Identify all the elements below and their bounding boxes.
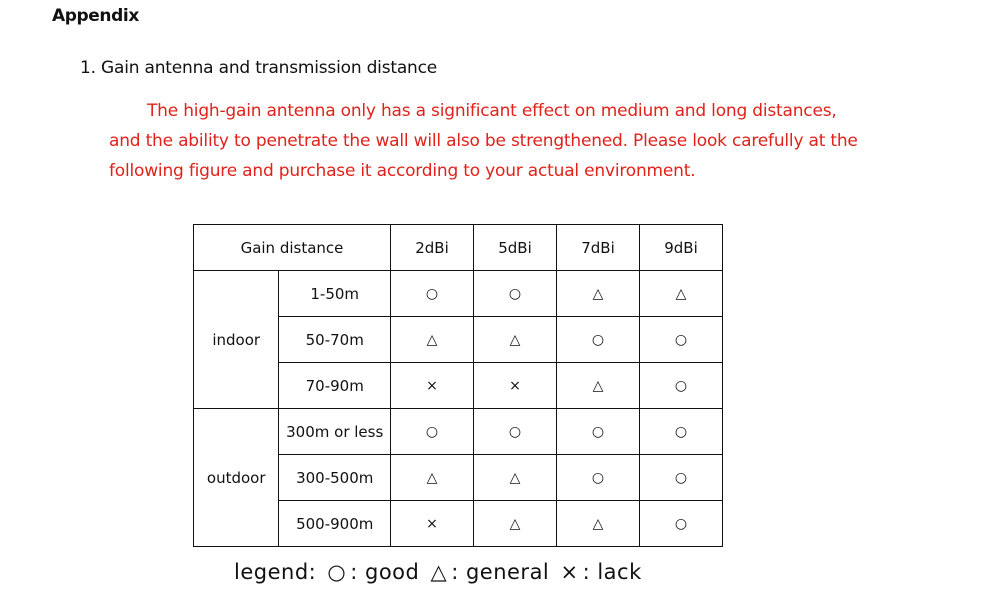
legend-lack-text: : lack bbox=[582, 560, 642, 584]
table-header-row bbox=[194, 225, 723, 271]
group-label-cell: outdoor bbox=[194, 409, 279, 547]
lack-symbol-icon: × bbox=[560, 560, 579, 584]
corner-header-cell: Gain distance bbox=[194, 225, 391, 271]
page-heading: Appendix bbox=[52, 6, 139, 26]
rating-cell: ○ bbox=[474, 271, 557, 317]
rating-cell: × bbox=[474, 363, 557, 409]
good-symbol-icon: ○ bbox=[327, 560, 347, 584]
rating-cell: △ bbox=[557, 363, 640, 409]
range-cell: 70-90m bbox=[279, 363, 391, 409]
column-header: 2dBi bbox=[391, 225, 474, 271]
rating-cell: △ bbox=[640, 271, 723, 317]
gain-distance-table bbox=[193, 224, 723, 547]
rating-cell: △ bbox=[391, 455, 474, 501]
range-cell: 50-70m bbox=[279, 317, 391, 363]
rating-cell: ○ bbox=[640, 363, 723, 409]
rating-cell: △ bbox=[474, 455, 557, 501]
rating-cell: × bbox=[391, 363, 474, 409]
table-row bbox=[194, 271, 723, 317]
range-cell: 300-500m bbox=[279, 455, 391, 501]
group-label-cell: indoor bbox=[194, 271, 279, 409]
column-header: 9dBi bbox=[640, 225, 723, 271]
rating-cell: ○ bbox=[640, 501, 723, 547]
rating-cell: ○ bbox=[391, 409, 474, 455]
rating-cell: ○ bbox=[557, 317, 640, 363]
range-cell: 300m or less bbox=[279, 409, 391, 455]
paragraph-line-1: The high-gain antenna only has a significant effect on medium and long distances, bbox=[147, 101, 837, 121]
legend bbox=[234, 560, 646, 584]
rating-cell: △ bbox=[474, 501, 557, 547]
legend-general-text: : general bbox=[451, 560, 550, 584]
range-cell: 500-900m bbox=[279, 501, 391, 547]
rating-cell: ○ bbox=[557, 455, 640, 501]
rating-cell: ○ bbox=[640, 455, 723, 501]
rating-cell: △ bbox=[557, 271, 640, 317]
rating-cell: ○ bbox=[640, 317, 723, 363]
rating-cell: ○ bbox=[391, 271, 474, 317]
rating-cell: ○ bbox=[474, 409, 557, 455]
rating-cell: ○ bbox=[557, 409, 640, 455]
range-cell: 1-50m bbox=[279, 271, 391, 317]
general-symbol-icon: △ bbox=[430, 560, 448, 584]
legend-good-text: : good bbox=[350, 560, 420, 584]
rating-cell: △ bbox=[391, 317, 474, 363]
paragraph-line-3: following figure and purchase it according to your actual environment. bbox=[109, 161, 696, 181]
table-row bbox=[194, 409, 723, 455]
column-header: 7dBi bbox=[557, 225, 640, 271]
rating-cell: × bbox=[391, 501, 474, 547]
rating-cell: △ bbox=[474, 317, 557, 363]
description-paragraph bbox=[109, 96, 929, 186]
rating-cell: △ bbox=[557, 501, 640, 547]
rating-cell: ○ bbox=[640, 409, 723, 455]
legend-label: legend: bbox=[234, 560, 317, 584]
column-header: 5dBi bbox=[474, 225, 557, 271]
section-title: 1. Gain antenna and transmission distance bbox=[80, 58, 438, 78]
paragraph-line-2: and the ability to penetrate the wall will also be strengthened. Please look carefully at the bbox=[109, 131, 858, 151]
